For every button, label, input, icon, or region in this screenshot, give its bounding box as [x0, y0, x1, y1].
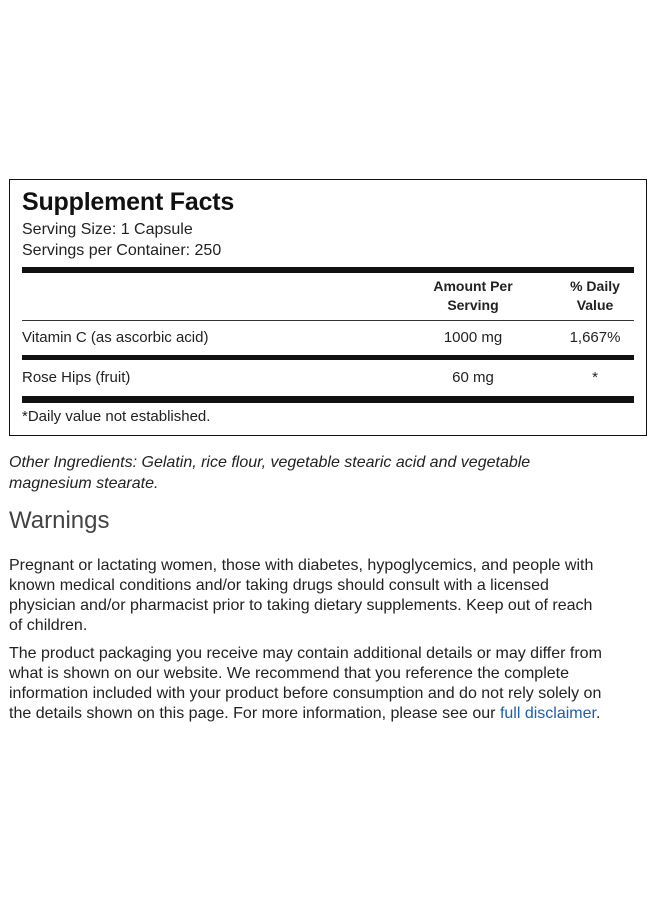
nutrient-amount: 60 mg [452, 369, 494, 386]
warnings-heading: Warnings [9, 507, 110, 534]
disclaimer-period: . [595, 705, 601, 722]
footnote: *Daily value not established. [22, 408, 211, 425]
header-divider [22, 267, 634, 273]
amount-header-line1: Amount Per [433, 278, 513, 294]
warnings-line: of children. [9, 617, 88, 634]
warnings-line: physician and/or pharmacist prior to taking dietary supplements. Keep out of reach [9, 597, 593, 614]
supplement-facts-panel [9, 179, 647, 436]
disclaimer-paragraph [9, 644, 649, 724]
other-ingredients [9, 452, 609, 494]
amount-column-header [418, 277, 528, 315]
nutrient-name: Vitamin C (as ascorbic acid) [22, 329, 209, 346]
disclaimer-line: the details shown on this page. For more information, please see our [9, 705, 500, 722]
disclaimer-line: The product packaging you receive may contain additional details or may differ from [9, 645, 602, 662]
serving-size: Serving Size: 1 Capsule [22, 221, 193, 238]
disclaimer-last-line [9, 704, 649, 724]
other-ingredients-line: magnesium stearate. [9, 475, 159, 492]
warnings-line: known medical conditions and/or taking drugs should consult with a licensed [9, 577, 549, 594]
dv-header-line2: Value [576, 297, 614, 313]
warnings-line: Pregnant or lactating women, those with diabetes, hypoglycemics, and people with [9, 557, 594, 574]
amount-header-line2: Serving [447, 297, 499, 313]
nutrient-daily-value: 1,667% [569, 329, 621, 346]
nutrient-daily-value: * [592, 369, 598, 386]
facts-title: Supplement Facts [22, 188, 235, 216]
disclaimer-line: what is shown on our website. We recommend that you reference the complete [9, 665, 569, 682]
daily-value-column-header [558, 277, 632, 315]
column-header-divider [22, 320, 634, 321]
disclaimer-line: information included with your product before consumption and do not rely solely on [9, 685, 602, 702]
nutrient-amount: 1000 mg [443, 329, 503, 346]
row-divider [22, 355, 634, 360]
footer-divider [22, 396, 634, 403]
dv-header-line1: % Daily [570, 278, 620, 294]
warnings-paragraph [9, 556, 649, 636]
servings-per-container: Servings per Container: 250 [22, 242, 222, 259]
other-ingredients-line: Other Ingredients: Gelatin, rice flour, vegetable stearic acid and vegetable [9, 454, 531, 471]
nutrient-name: Rose Hips (fruit) [22, 369, 131, 386]
full-disclaimer-link[interactable]: full disclaimer [499, 705, 596, 722]
